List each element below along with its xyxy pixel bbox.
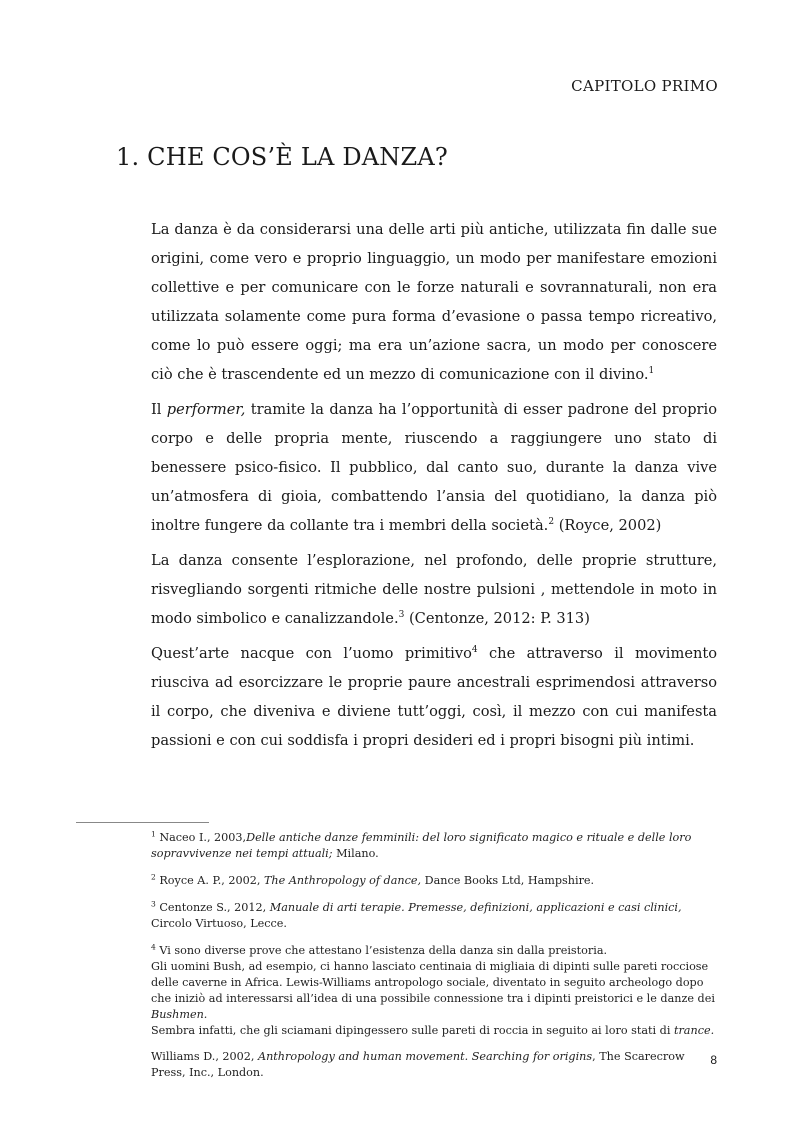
footnote-3 <box>151 900 717 932</box>
footnote-4-reference <box>151 1049 717 1081</box>
footnote-3-rest: Circolo Virtuoso, Lecce. <box>151 917 287 930</box>
footnote-1-title: Delle antiche danze femminili: del loro significato magico e rituale e delle loro sopravvivenze nei tempi attuali; <box>151 831 692 860</box>
performer-term: performer, <box>166 401 246 418</box>
paragraph-4-text: che attraverso il movimento riusciva ad esorcizzare le proprie paure ancestrali esprimendosi attraverso il corpo, che diveniva e diviene tutt’oggi, così, il mezzo con cui manifesta passioni e con cui soddisfa i propri desideri ed i propri bisogni più intimi. <box>151 645 718 749</box>
paragraph-2-citation: (Royce, 2002) <box>554 517 662 534</box>
footnote-3-author: Centonze S., 2012, <box>155 901 270 914</box>
footnote-2 <box>151 873 717 889</box>
footnote-divider <box>76 822 209 823</box>
paragraph-1 <box>151 215 717 389</box>
footnote-3-title: Manuale di arti terapie. Premesse, definizioni, applicazioni e casi clinici, <box>269 901 682 914</box>
footnote-4-line-3 <box>151 1023 717 1039</box>
paragraph-3-citation: (Centonze, 2012: P. 313) <box>404 610 590 627</box>
footnote-1 <box>151 830 717 862</box>
footnote-1-author: Naceo I., 2003, <box>155 831 247 844</box>
footnote-2-rest: Dance Books Ltd, Hampshire. <box>421 874 595 887</box>
paragraph-2 <box>151 395 717 540</box>
footnote-4-line-1 <box>151 943 717 959</box>
paragraph-3 <box>151 546 717 633</box>
footnote-4-text-3: Sembra infatti, che gli sciamani dipingessero sulle pareti di roccia in seguito ai loro stati di <box>151 1024 674 1037</box>
paragraph-4 <box>151 639 717 755</box>
footnotes <box>151 830 717 1092</box>
footnote-ref-4: 4 <box>471 645 478 656</box>
paragraph-3-text: La danza consente l’esplorazione, nel profondo, delle proprie strutture, risvegliando sorgenti ritmiche delle nostre pulsioni , mettendole in moto in modo simbolico e canalizzandole. <box>151 552 717 627</box>
paragraph-1-text: La danza è da considerarsi una delle arti più antiche, utilizzata fin dalle sue origini, come vero e proprio linguaggio, un modo per manifestare emozioni collettive e per comunicare con le forze naturali e sovrannaturali, non era utilizzata solamente come pura forma d’evasione o passa tempo ricreativo, come lo può essere oggi; ma era un’azione sacra, un modo per conoscere ciò che è trascendente ed un mezzo di comunicazione con il divino. <box>151 221 717 383</box>
page-title: 1. CHE COS’È LA DANZA? <box>116 143 448 171</box>
body-text <box>151 215 717 761</box>
footnote-3-number: 3 <box>151 899 156 909</box>
footnote-1-number: 1 <box>151 829 156 839</box>
footnote-ref-1: 1 <box>648 366 655 377</box>
paragraph-2-lead: Il <box>151 401 167 418</box>
paragraph-4-lead: Quest’arte nacque con l’uomo primitivo <box>151 645 472 662</box>
footnote-ref-3: 3 <box>398 610 405 621</box>
footnote-4-ref-title: Anthropology and human movement. Searching for origins <box>258 1050 593 1063</box>
footnote-2-title: The Anthropology of dance, <box>263 874 422 887</box>
footnote-4-text-1: Vi sono diverse prove che attestano l’esistenza della danza sin dalla preistoria. <box>155 944 608 957</box>
trance-term: trance. <box>673 1024 715 1037</box>
bushmen-term: Bushmen. <box>151 1008 208 1021</box>
page-number: 8 <box>710 1053 717 1067</box>
footnote-2-number: 2 <box>151 872 156 882</box>
footnote-4-number: 4 <box>151 942 156 952</box>
footnote-4-line-2 <box>151 959 717 1023</box>
footnote-4-text-2: Gli uomini Bush, ad esempio, ci hanno lasciato centinaia di migliaia di dipinti sulle pareti rocciose delle caverne in Africa. Lewis-Williams antropologo sociale, diventato in seguito archeologo dopo che iniziò ad interessarsi all’idea di una possibile connessione tra i dipinti preistorici e le danze dei <box>151 960 715 1005</box>
chapter-label: CAPITOLO PRIMO <box>571 77 718 95</box>
paragraph-2-text: tramite la danza ha l’opportunità di esser padrone del proprio corpo e delle propria mente, riuscendo a raggiungere uno stato di benessere psico-fisico. Il pubblico, dal canto suo, durante la danza vive un’atmosfera di gioia, combattendo l’ansia del quotidiano, la danza piò inoltre fungere da collante tra i membri della società. <box>151 401 717 534</box>
footnote-4 <box>151 943 717 1081</box>
footnote-4-ref-rest: , The Scarecrow Press, Inc., London. <box>151 1050 685 1079</box>
footnote-4-ref-author: Williams D., 2002, <box>151 1050 259 1063</box>
footnote-1-rest: Milano. <box>332 847 379 860</box>
footnote-2-author: Royce A. P., 2002, <box>155 874 264 887</box>
footnote-ref-2: 2 <box>548 517 555 528</box>
